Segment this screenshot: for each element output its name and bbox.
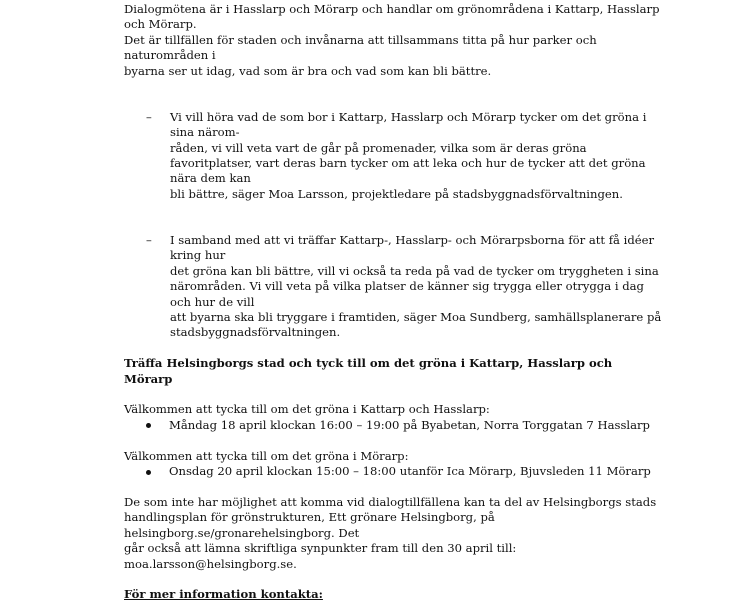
quote-line: Vi vill höra vad de som bor i Kattarp, Hasslarp och Mörarp tycker om det gröna i sina närom- bbox=[170, 109, 647, 140]
quote-larsson bbox=[124, 110, 664, 202]
closing-line: handlingsplan för grönstrukturen, Ett grönare Helsingborg, på helsingborg.se/gronarehelsingborg. Det bbox=[124, 510, 495, 540]
quote-line: närområden. Vi vill veta på vilka platser de känner sig trygga eller otrygga i dag och hur de vill bbox=[170, 279, 644, 309]
dash-marker: – bbox=[146, 109, 152, 124]
dash-marker: – bbox=[146, 233, 152, 248]
list-item bbox=[124, 464, 664, 479]
closing-paragraph bbox=[124, 495, 664, 572]
quote-line: att byarna ska bli tryggare i framtiden, säger Moa Sundberg, samhällsplanerare på bbox=[170, 310, 662, 325]
intro-line: byarna ser ut idag, vad som är bra och vad som kan bli bättre. bbox=[124, 63, 492, 78]
quote-sundberg bbox=[124, 233, 664, 341]
event-details: Måndag 18 april klockan 16:00 – 19:00 på Byabetan, Norra Torggatan 7 Hasslarp bbox=[169, 417, 650, 432]
bullet-icon bbox=[146, 470, 151, 475]
closing-line: går också att lämna skriftliga synpunkter fram till den 30 april till: moa.larsson@helsingborg.se. bbox=[124, 541, 517, 571]
list-item bbox=[124, 418, 664, 433]
bullet-icon bbox=[146, 423, 151, 428]
intro-line: Det är tillfällen för staden och invånarna att tillsammans titta på hur parker och naturområden i bbox=[124, 32, 597, 63]
quote-line: råden, vi vill veta vart de går på promenader, vilka som är deras gröna bbox=[170, 140, 587, 155]
intro-paragraph bbox=[124, 2, 664, 79]
quote-line: det gröna kan bli bättre, vill vi också ta reda på vad de tycker om tryggheten i sina bbox=[170, 263, 659, 278]
event-intro-morarp: Välkommen att tycka till om det gröna i Mörarp: bbox=[124, 448, 409, 463]
section-heading: Träffa Helsingborgs stad och tyck till om det gröna i Kattarp, Hasslarp och Mörarp bbox=[124, 356, 613, 386]
quote-line: bli bättre, säger Moa Larsson, projektledare på stadsbyggnadsförvaltningen. bbox=[170, 186, 623, 201]
document-body bbox=[124, 2, 664, 603]
quote-line: I samband med att vi träffar Kattarp-, Hasslarp- och Mörarpsborna för att få idéer kring hur bbox=[170, 233, 655, 263]
event-details: Onsdag 20 april klockan 15:00 – 18:00 utanför Ica Mörarp, Bjuvsleden 11 Mörarp bbox=[169, 464, 651, 479]
intro-line: Dialogmötena är i Hasslarp och Mörarp och handlar om grönområdena i Kattarp, Hasslarp och Mörarp. bbox=[124, 2, 660, 32]
quote-line: stadsbyggnadsförvaltningen. bbox=[170, 325, 341, 340]
contact-heading: För mer information kontakta: bbox=[124, 587, 323, 602]
closing-line: De som inte har möjlighet att komma vid dialogtillfällena kan ta del av Helsingborgs stads bbox=[124, 494, 657, 509]
quote-line: favoritplatser, vart deras barn tycker om att leka och hur de tycker att det gröna nära dem kan bbox=[170, 156, 646, 186]
event-intro-kattarp: Välkommen att tycka till om det gröna i Kattarp och Hasslarp: bbox=[124, 402, 490, 417]
event-list-kattarp bbox=[124, 418, 664, 433]
event-list-morarp bbox=[124, 464, 664, 479]
